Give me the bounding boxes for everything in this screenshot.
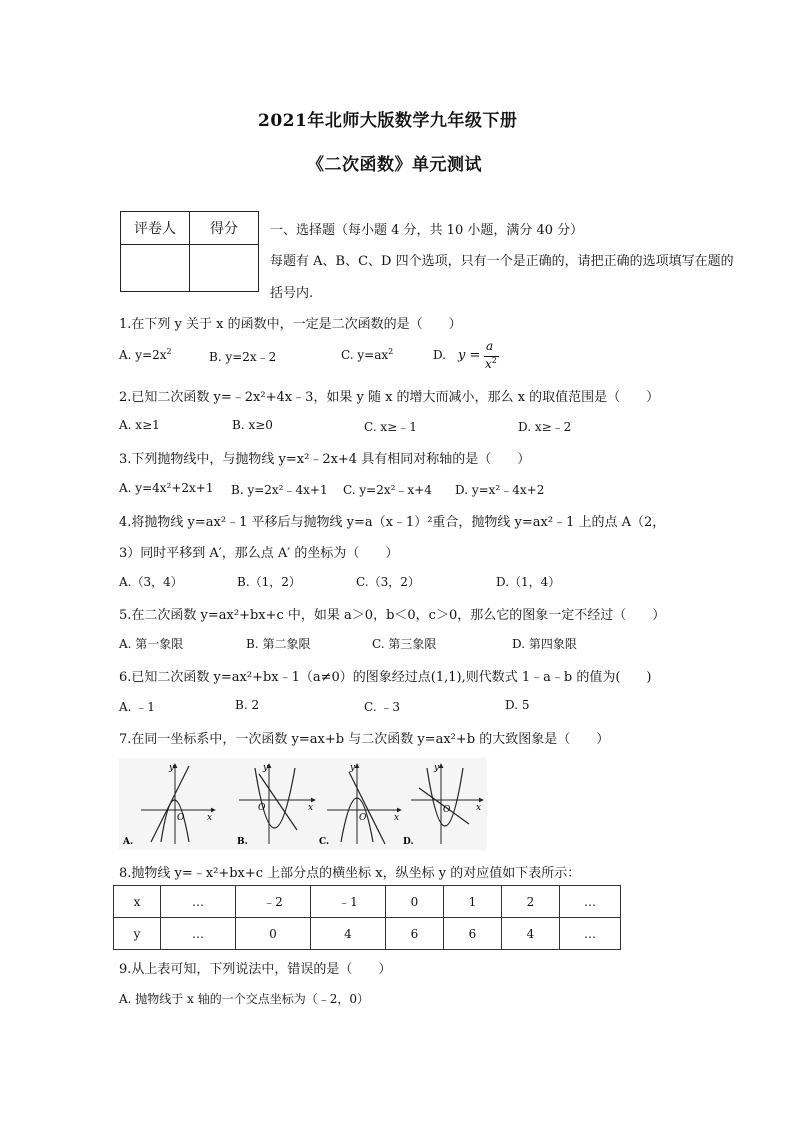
superscript: 2 [388,347,394,356]
page-subtitle: 《二次函数》单元测试 [307,155,482,175]
axis-label-x: x [207,813,213,823]
question-1-option-d-formula [456,340,506,374]
table-cell: 6 [444,918,502,950]
axis-label-x: x [394,813,400,823]
table-cell: ﹣2 [236,886,311,918]
grader-cell-reviewer[interactable] [121,245,190,292]
question-5-option-a: A. 第一象限 [119,637,184,651]
grader-cell-score[interactable] [190,245,259,292]
question-6-stem: 6.已知二次函数 y=ax²+bx﹣1（a≠0）的图象经过点(1,1),则代数式 1﹣a﹣b 的值为( ) [119,670,652,685]
axis-label-y: y [434,763,440,773]
formula-y: y = [458,348,481,363]
question-2-option-a: A. x≥1 [119,418,160,432]
question-4-option-a: A.（3，4） [119,575,183,589]
table-row-x [114,886,621,918]
table-cell: … [161,886,236,918]
graph-label: C. [319,837,330,847]
question-5-option-b: B. 第二象限 [246,637,311,651]
axis-label-x: x [308,803,314,813]
origin-label: O [443,805,451,815]
question-1-stem: 1.在下列 y 关于 x 的函数中，一定是二次函数的是（ ） [119,317,462,332]
table-row-y [114,918,621,950]
question-8-value-table [113,885,621,950]
question-8-stem: 8.抛物线 y=﹣x²+bx+c 上部分点的横坐标 x，纵坐标 y 的对应值如下表所示： [119,866,581,881]
origin-label: O [177,813,185,823]
question-6-option-a: A. ﹣1 [119,700,155,714]
grader-header-score: 得分 [190,212,259,245]
question-1-option-d: D. [433,348,447,362]
question-4-option-c: C.（3，2） [356,575,420,589]
question-4-stem-line2: 3）同时平移到 A′，那么点 A′ 的坐标为（ ） [119,546,399,561]
question-2-option-d: D. x≥﹣2 [518,420,572,434]
option-text: A. y=2x [119,348,167,362]
question-3-option-c: C. y=2x²﹣x+4 [343,483,432,497]
axis-label-y: y [169,763,175,773]
table-cell: 4 [502,918,560,950]
question-3-option-b: B. y=2x²﹣4x+1 [231,483,328,497]
question-1-option-c [341,348,393,362]
table-cell: 1 [444,886,502,918]
denominator-text: x [485,357,492,371]
graph-label: B. [237,837,248,847]
graph-label: D. [403,837,414,847]
superscript: 2 [166,347,172,356]
question-4-option-d: D.（1，4） [496,575,561,589]
question-7-graphs [119,758,487,850]
superscript: 2 [491,356,497,365]
question-2-option-c: C. x≥﹣1 [364,420,417,434]
section-instructions-line2: 括号内. [270,286,314,301]
question-1-option-a [119,348,172,362]
option-text: C. y=ax [341,348,389,362]
fraction-numerator: a [486,339,494,353]
page-title: 2021年北师大版数学九年级下册 [258,111,518,131]
graph-label: A. [123,837,134,847]
origin-label: O [359,813,367,823]
table-cell: … [560,918,621,950]
question-5-option-c: C. 第三象限 [372,637,437,651]
question-7-stem: 7.在同一坐标系中，一次函数 y=ax+b 与二次函数 y=ax²+b 的大致图象是（ ） [119,732,610,747]
question-6-option-c: C. ﹣3 [364,700,401,714]
table-cell: 0 [386,886,444,918]
question-6-option-d: D. 5 [505,698,530,712]
question-4-option-b: B.（1，2） [237,575,301,589]
table-cell: … [161,918,236,950]
origin-label: O [258,803,266,813]
section-instructions-line1: 每题有 A、B、C、D 四个选项，只有一个是正确的，请把正确的选项填写在题的 [270,254,734,269]
table-cell: ﹣1 [311,886,386,918]
table-cell: 6 [386,918,444,950]
table-cell: 4 [311,918,386,950]
axis-label-y: y [350,763,356,773]
axis-label-y: y [263,763,269,773]
question-2-option-b: B. x≥0 [232,418,273,432]
question-5-stem: 5.在二次函数 y=ax²+bx+c 中，如果 a＞0，b＜0，c＞0，那么它的图象一定不经过（ ） [119,608,666,623]
section-heading: 一、选择题（每小题 4 分，共 10 小题，满分 40 分） [270,223,584,238]
question-3-stem: 3.下列抛物线中，与抛物线 y=x²﹣2x+4 具有相同对称轴的是（ ） [119,452,531,467]
table-cell: 2 [502,886,560,918]
question-4-stem-line1: 4.将抛物线 y=ax²﹣1 平移后与抛物线 y=a（x﹣1）²重合，抛物线 y=ax²﹣1 上的点 A（2， [119,515,666,530]
table-cell: … [560,886,621,918]
question-9-stem: 9.从上表可知，下列说法中，错误的是（ ） [119,962,392,977]
table-cell: 0 [236,918,311,950]
fraction-denominator [485,357,497,371]
question-3-option-d: D. y=x²﹣4x+2 [455,483,545,497]
question-2-stem: 2.已知二次函数 y=﹣2x²+4x﹣3，如果 y 随 x 的增大而减小，那么 x 的取值范围是（ ） [119,390,660,405]
question-1-option-b: B. y=2x﹣2 [209,350,277,364]
table-cell: x [114,886,161,918]
question-3-option-a: A. y=4x²+2x+1 [119,481,214,495]
question-6-option-b: B. 2 [235,698,260,712]
grader-header-reviewer: 评卷人 [121,212,190,245]
table-cell: y [114,918,161,950]
grader-table [120,211,259,292]
question-5-option-d: D. 第四象限 [512,637,577,651]
question-9-option-a: A. 抛物线于 x 轴的一个交点坐标为（﹣2，0） [119,992,369,1006]
axis-label-x: x [476,803,482,813]
